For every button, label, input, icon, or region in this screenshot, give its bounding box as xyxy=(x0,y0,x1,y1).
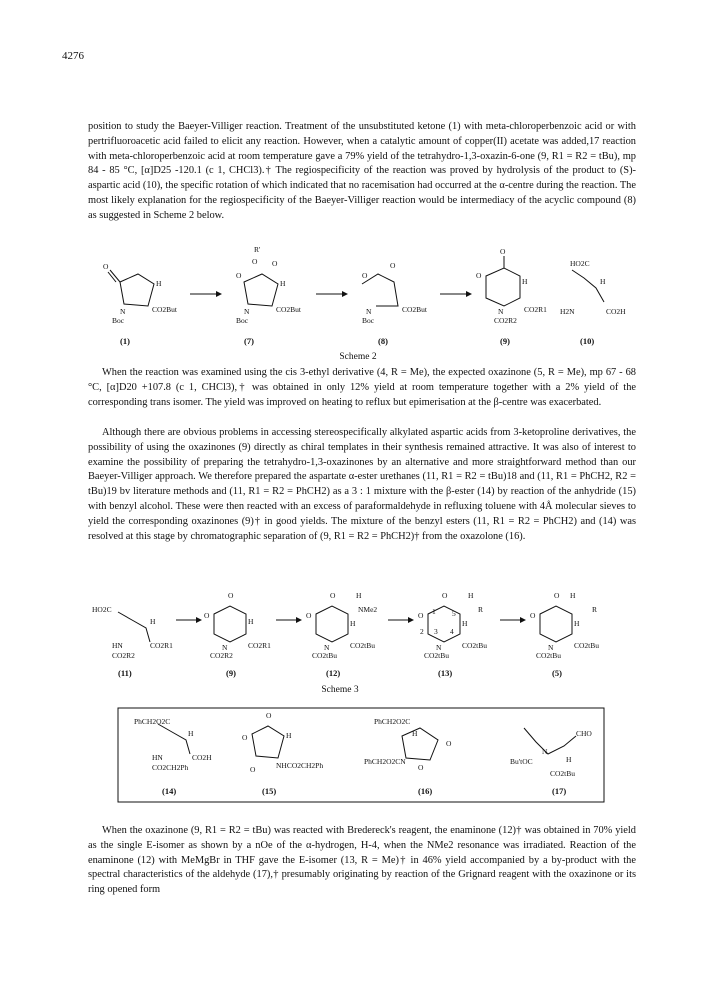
atom-label: H xyxy=(280,279,286,288)
atom-label: O xyxy=(418,763,424,772)
atom-label: O xyxy=(266,711,272,720)
atom-label: PhCH2O2CN xyxy=(364,757,406,766)
scheme3-compound-11 xyxy=(92,605,173,678)
atom-label: H xyxy=(150,617,156,626)
atom-label: H2N xyxy=(560,307,575,316)
page-number: 4276 xyxy=(62,50,84,62)
atom-label: CO2tBu xyxy=(574,641,600,650)
bond xyxy=(244,274,278,306)
atom-label: CO2CH2Ph xyxy=(152,763,189,772)
atom-label: Bu'tOC xyxy=(510,757,533,766)
atom-label: R' xyxy=(254,245,261,254)
bond xyxy=(486,268,520,306)
atom-label: H xyxy=(574,619,580,628)
atom-label: 5 xyxy=(452,609,456,618)
bond xyxy=(108,272,116,282)
box-compound-17 xyxy=(510,728,592,796)
atom-label: N xyxy=(436,643,442,652)
atom-label: O xyxy=(390,261,396,270)
atom-label: O xyxy=(442,591,448,600)
bond xyxy=(540,606,572,642)
atom-label: O xyxy=(250,765,256,774)
bond xyxy=(316,606,348,642)
paragraph-4: When the oxazinone (9, R1 = R2 = tBu) was reacted with Bredereck's reagent, the enaminone (12)† was obtained in 70% yield as the single E-isomer as shown by a nOe of the α-hydrogen, H-4, when the NMe2 resonance was irradiated. Reaction of the enaminone (12) with MeMgBr in THF gave the E-isomer (13, R = Me)† in 46% yield accompanied by a by-product with the spectral characteristics of the aldehyde (17),† presumably originating by reaction of the Grignard reagent with the oxazinone or its ring opened form xyxy=(88,825,636,896)
scheme3-compound-12 xyxy=(306,591,377,678)
atom-label: CO2R1 xyxy=(248,641,271,650)
atom-label: HN xyxy=(112,641,123,650)
atom-label: O xyxy=(446,739,452,748)
compound-number: (12) xyxy=(326,668,341,678)
paragraph-1: position to study the Baeyer-Villiger reaction. Treatment of the unsubstituted ketone (1) with meta-chloroperbenzoic acid or with pertrifluoroacetic acid failed to elicit any reaction. However, when a catalytic amount of copper(II) acetate was added,17 reaction with meta-chloroperbenzoic acid at room temperature gave a 79% yield of the tetrahydro-1,3-oxazin-6-one (9, R1 = R2 = tBu), mp 84 - 85 °C, [α]D25 -120.1 (c 1, CHCl3).† The regiospecificity of the reaction was proved by hydrolysis of the product to (S)-aspartic acid (10), the specific rotation of which indicated that no racemisation had occurred at the α-centre during the reaction. The most likely explanation for the regiospecificity of the Baeyer-Villiger reaction would be intermediacy of the acyclic compound (8) as suggested in Scheme 2 below. xyxy=(88,121,636,221)
scheme3-compound-9 xyxy=(204,591,271,678)
atom-label: H xyxy=(188,729,194,738)
scheme-2 xyxy=(0,244,720,364)
bond xyxy=(572,270,604,302)
compound-number: (10) xyxy=(580,336,595,346)
atom-label: N xyxy=(324,643,330,652)
compound-number: (14) xyxy=(162,786,177,796)
bond xyxy=(524,728,576,754)
atom-label: H xyxy=(248,617,254,626)
atom-label: O xyxy=(242,733,248,742)
atom-label: CO2But xyxy=(152,305,178,314)
atom-label: O xyxy=(236,271,242,280)
atom-label: CO2H xyxy=(606,307,626,316)
bond xyxy=(158,724,190,754)
compound-number: (8) xyxy=(378,336,388,346)
atom-label: O xyxy=(554,591,560,600)
atom-label: N xyxy=(120,307,126,316)
atom-label: O xyxy=(228,591,234,600)
atom-label: N xyxy=(222,643,228,652)
atom-label: HO2C xyxy=(92,605,112,614)
compound-number: (13) xyxy=(438,668,453,678)
compound-number: (5) xyxy=(552,668,562,678)
atom-label: O xyxy=(272,259,278,268)
atom-label: 2 xyxy=(420,627,424,636)
atom-label: HO2C xyxy=(570,259,590,268)
atom-label: HN xyxy=(152,753,163,762)
compound-number: (15) xyxy=(262,786,277,796)
compound-number: (1) xyxy=(120,336,130,346)
atom-label: CO2tBu xyxy=(550,769,576,778)
atom-label: O xyxy=(252,257,258,266)
atom-label: H xyxy=(566,755,572,764)
paragraph-2: When the reaction was examined using the cis 3-ethyl derivative (4, R = Me), the expected oxazinone (5, R = Me), mp 67 - 68 °C, [α]D20 +107.8 (c 1, CHCl3),† was obtained in only 12% yield at room temperature together with a 2% yield of the corresponding trans isomer. The yield was improved on heating to reflux but epimerisation at the β-centre was exacerbated. xyxy=(88,367,636,408)
scheme2-caption: Scheme 2 xyxy=(339,352,377,362)
scheme3-caption: Scheme 3 xyxy=(321,685,359,695)
atom-label: CO2R2 xyxy=(494,316,517,325)
atom-label: H xyxy=(462,619,468,628)
atom-label: O xyxy=(476,271,482,280)
atom-label: CO2H xyxy=(192,753,212,762)
atom-label: CO2R2 xyxy=(210,651,233,660)
atom-label: N xyxy=(548,643,554,652)
paragraph-3: Although there are obvious problems in accessing stereospecifically alkylated aspartic acids from 3-ketoproline derivatives, the possibility of using the oxazinones (9) directly as chiral templates in their synthesis remained attractive. It was also of interest to examine the possibility of preparing the tetrahydro-1,3-oxazinones by an alternative and more straightforward method than our Baeyer-Villiger approach. We therefore prepared the aspartate α-ester urethanes (11, R1 = R2 = tBu)18 and (11, R1 = PhCH2, R2 = tBu)19 bv literature methods and (11, R1 = R2 = PhCH2) as a 3 : 1 mixture with the β-ester (14) by reaction of the anhydride (15) with benzyl alcohol. These were then reacted with an excess of paraformaldehyde in refluxing toluene with 4Å molecular sieves to yield the corresponding oxazinones (9)† in good yields. The mixture of the benzyl esters (11, R1 = R2 = PhCH2) and (14) was resolved at this stage by chromatographic separation of (9, R1 = R2 = PhCH2)† from the oxazolone (16). xyxy=(88,427,636,542)
scheme-3 xyxy=(0,590,720,702)
atom-label: H xyxy=(356,591,362,600)
bond xyxy=(252,726,284,758)
scheme2-compound-10 xyxy=(560,259,626,346)
atom-label: O xyxy=(362,271,368,280)
compound-number: (17) xyxy=(552,786,567,796)
atom-label: CO2tBu xyxy=(536,651,562,660)
atom-label: O xyxy=(103,262,109,271)
compound-number: (9) xyxy=(226,668,236,678)
atom-label: NHCO2CH2Ph xyxy=(276,761,324,770)
atom-label: O xyxy=(204,611,210,620)
atom-label: NMe2 xyxy=(358,605,378,614)
compound-number: (16) xyxy=(418,786,433,796)
atom-label: CO2R2 xyxy=(112,651,135,660)
atom-label: CO2tBu xyxy=(350,641,376,650)
atom-label: H xyxy=(156,279,162,288)
atom-label: Boc xyxy=(112,316,125,325)
atom-label: H xyxy=(600,277,606,286)
structure-box-frame xyxy=(118,708,604,802)
atom-label: N xyxy=(366,307,372,316)
atom-label: 4 xyxy=(450,627,454,636)
atom-label: O xyxy=(530,611,536,620)
atom-label: 3 xyxy=(434,627,438,636)
atom-label: CO2R1 xyxy=(150,641,173,650)
atom-label: R xyxy=(592,605,598,614)
compound-number: (11) xyxy=(118,668,132,678)
atom-label: O xyxy=(306,611,312,620)
atom-label: CO2tBu xyxy=(312,651,338,660)
bond xyxy=(120,274,154,306)
scheme3-compound-5 xyxy=(530,591,599,678)
compound-number: (7) xyxy=(244,336,254,346)
atom-label: CO2tBu xyxy=(424,651,450,660)
atom-label: H xyxy=(522,277,528,286)
atom-label: N xyxy=(542,747,548,756)
atom-label: CO2R1 xyxy=(524,305,547,314)
box-compound-15 xyxy=(242,711,323,796)
scheme2-compound-9 xyxy=(476,247,547,346)
atom-label: PhCH2O2C xyxy=(374,717,411,726)
atom-label: N xyxy=(498,307,504,316)
compound-number: (9) xyxy=(500,336,510,346)
bond xyxy=(214,606,246,642)
atom-label: O xyxy=(330,591,336,600)
atom-label: N xyxy=(244,307,250,316)
atom-label: CO2But xyxy=(276,305,302,314)
structures-box xyxy=(0,706,720,806)
scheme2-compound-7 xyxy=(236,245,302,346)
atom-label: R xyxy=(478,605,484,614)
atom-label: H xyxy=(412,729,418,738)
bond xyxy=(118,612,150,642)
atom-label: CO2tBu xyxy=(462,641,488,650)
box-compound-14 xyxy=(134,717,212,796)
scheme2-compound-1 xyxy=(103,262,178,346)
atom-label: H xyxy=(286,731,292,740)
atom-label: CHO xyxy=(576,729,592,738)
scheme2-compound-8 xyxy=(362,261,428,346)
atom-label: PhCH2O2C xyxy=(134,717,171,726)
atom-label: O xyxy=(500,247,506,256)
atom-label: 1 xyxy=(432,607,436,616)
atom-label: O xyxy=(418,611,424,620)
atom-label: Boc xyxy=(362,316,375,325)
box-compound-16 xyxy=(364,717,452,796)
atom-label: Boc xyxy=(236,316,249,325)
bond xyxy=(402,728,438,760)
atom-label: H xyxy=(570,591,576,600)
atom-label: H xyxy=(350,619,356,628)
atom-label: H xyxy=(468,591,474,600)
atom-label: CO2But xyxy=(402,305,428,314)
scheme3-compound-13 xyxy=(418,591,487,678)
